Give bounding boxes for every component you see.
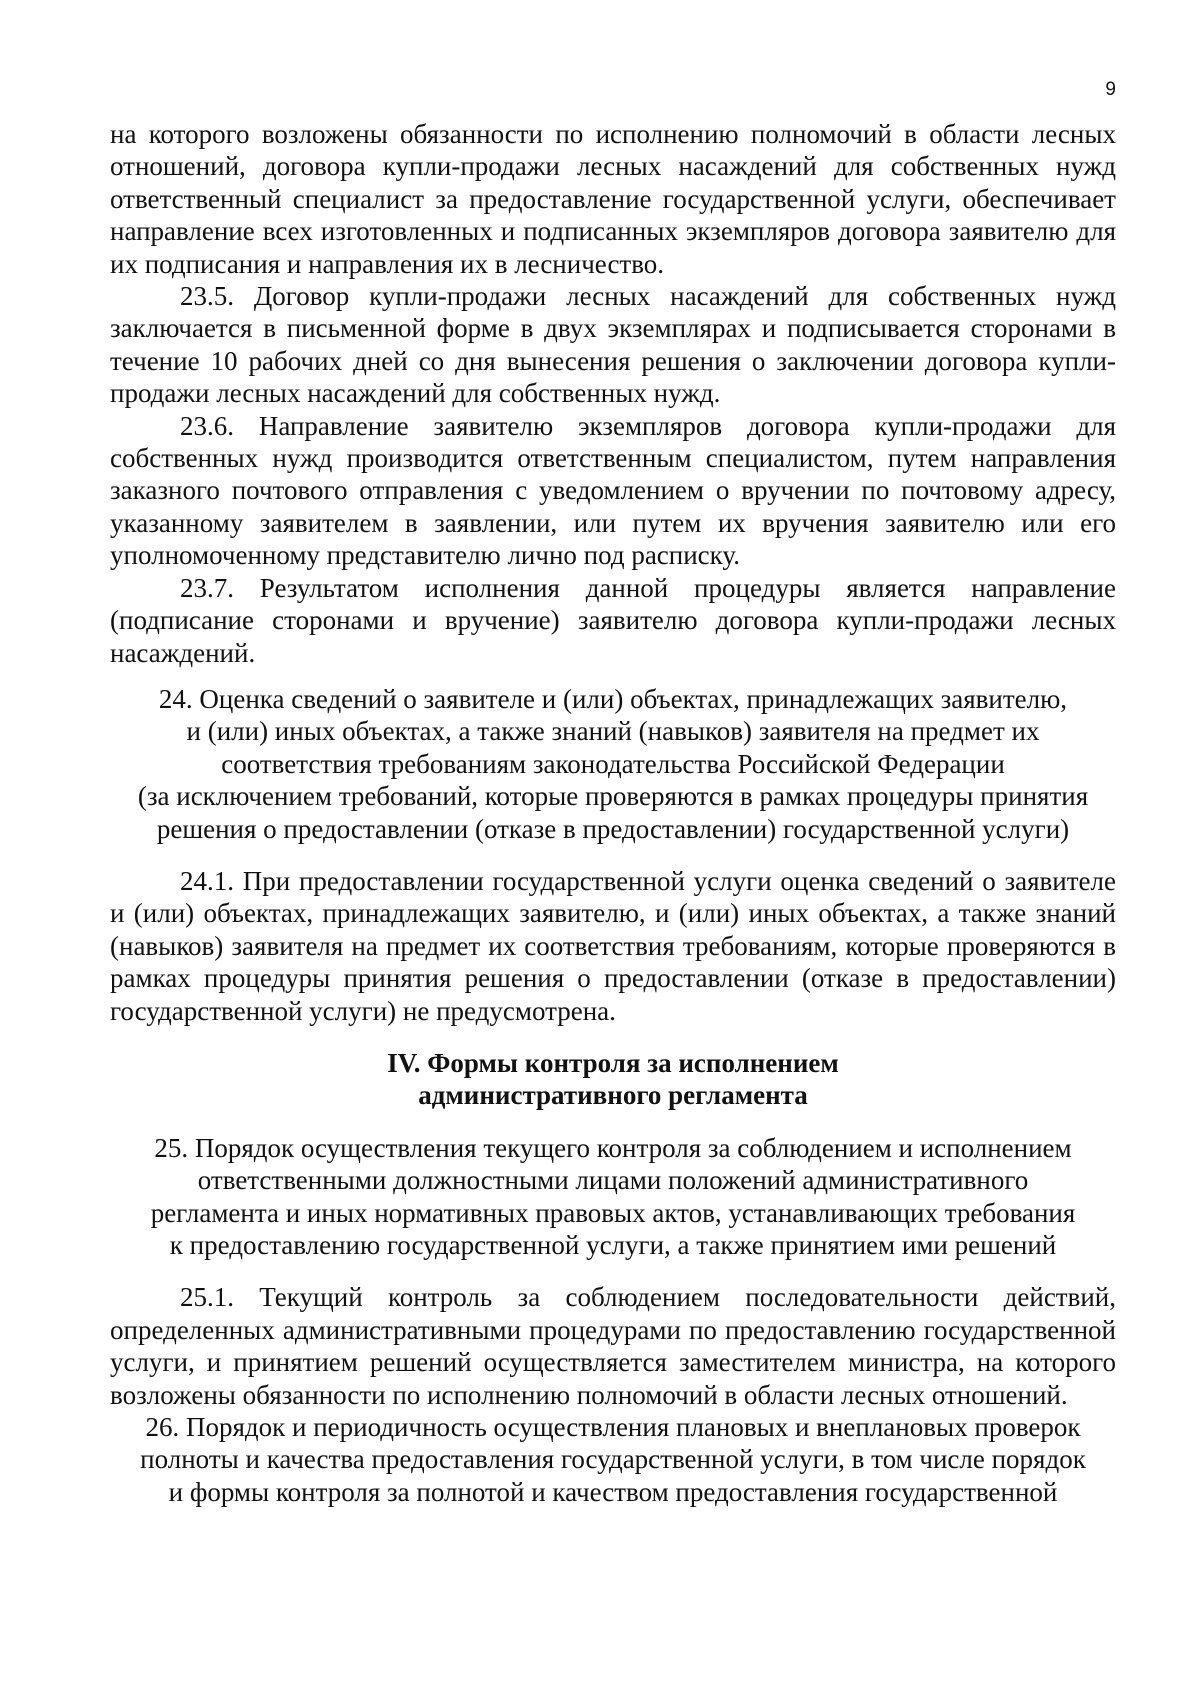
paragraph-23-5: 23.5. Договор купли-продажи лесных насаждений для собственных нужд заключается в письменной форме в двух экземплярах и подписывается сторонами в течение 10 рабочих дней со дня вынесения решения о заключении договора купли-продажи лесных насаждений для собственных нужд. [110, 281, 1116, 409]
heading-line: и (или) иных объектах, а также знаний (навыков) заявителя на предмет их [186, 716, 1040, 747]
heading-line: к предоставлению государственной услуги, а также принятием ими решений [169, 1230, 1057, 1260]
heading-line: полноты и качества предоставления государственной услуги, в том числе порядок [140, 1444, 1086, 1475]
paragraph-25-1: 25.1. Текущий контроль за соблюдением последовательности действий, определенных административными процедурами по предоставлению государственной услуги, и принятием решений осуществляется заместителем министра, на которого возложены обязанности по исполнению полномочий в области лесных отношений. [110, 1282, 1116, 1410]
section-heading-25 [110, 1132, 1116, 1262]
paragraph-23-7: 23.7. Результатом исполнения данной процедуры является направление (подписание сторонами и вручение) заявителю договора купли-продажи лесных насаждений. [110, 572, 1116, 668]
heading-line: 24. Оценка сведений о заявителе и (или) объектах, принадлежащих заявителю, [158, 683, 1068, 714]
heading-line: административного регламента [418, 1080, 808, 1111]
heading-line: 25. Порядок осуществления текущего контроля за соблюдением и исполнением [154, 1132, 1072, 1163]
section-heading-24 [110, 683, 1116, 845]
paragraph-23-4-continuation: на которого возложены обязанности по исполнению полномочий в области лесных отношений, договора купли-продажи лесных насаждений для собственных нужд ответственный специалист за предоставление государственной услуги, обеспечивает направление всех изготовленных и подписанных экземпляров договора заявителю для их подписания и направления их в лесничество. [110, 119, 1116, 279]
heading-line: (за исключением требований, которые проверяются в рамках процедуры принятия [137, 781, 1089, 812]
heading-line: решения о предоставлении (отказе в предоставлении) государственной услуги) [156, 813, 1070, 844]
heading-line: соответствия требованиям законодательства Российской Федерации [221, 748, 1005, 779]
document-body [110, 118, 1116, 1508]
heading-line: IV. Формы контроля за исполнением [387, 1047, 839, 1078]
section-heading-26 [110, 1411, 1116, 1508]
paragraph-24-1: 24.1. При предоставлении государственной услуги оценка сведений о заявителе и (или) объектах, принадлежащих заявителю, и (или) иных объектах, а также знаний (навыков) заявителя на предмет их соответствия требованиям, которые проверяются в рамках процедуры принятия решения о предоставлении (отказе в предоставлении) государственной услуги) не предусмотрена. [110, 865, 1116, 1026]
heading-line: ответственными должностными лицами положений административного [197, 1165, 1029, 1196]
chapter-heading-iv [110, 1047, 1116, 1112]
paragraph-23-6: 23.6. Направление заявителю экземпляров договора купли-продажи для собственных нужд производится ответственным специалистом, путем направления заказного почтового отправления с уведомлением о вручении по почтовому адресу, указанному заявителем в заявлении, или путем их вручения заявителю или его уполномоченному представителю лично под расписку. [110, 410, 1116, 571]
heading-line: 26. Порядок и периодичность осуществления плановых и внеплановых проверок [145, 1412, 1081, 1443]
page-number: 9 [1105, 79, 1116, 100]
heading-line: регламента и иных нормативных правовых актов, устанавливающих требования [150, 1197, 1076, 1228]
heading-line: и формы контроля за полнотой и качеством предоставления государственной [168, 1476, 1058, 1507]
